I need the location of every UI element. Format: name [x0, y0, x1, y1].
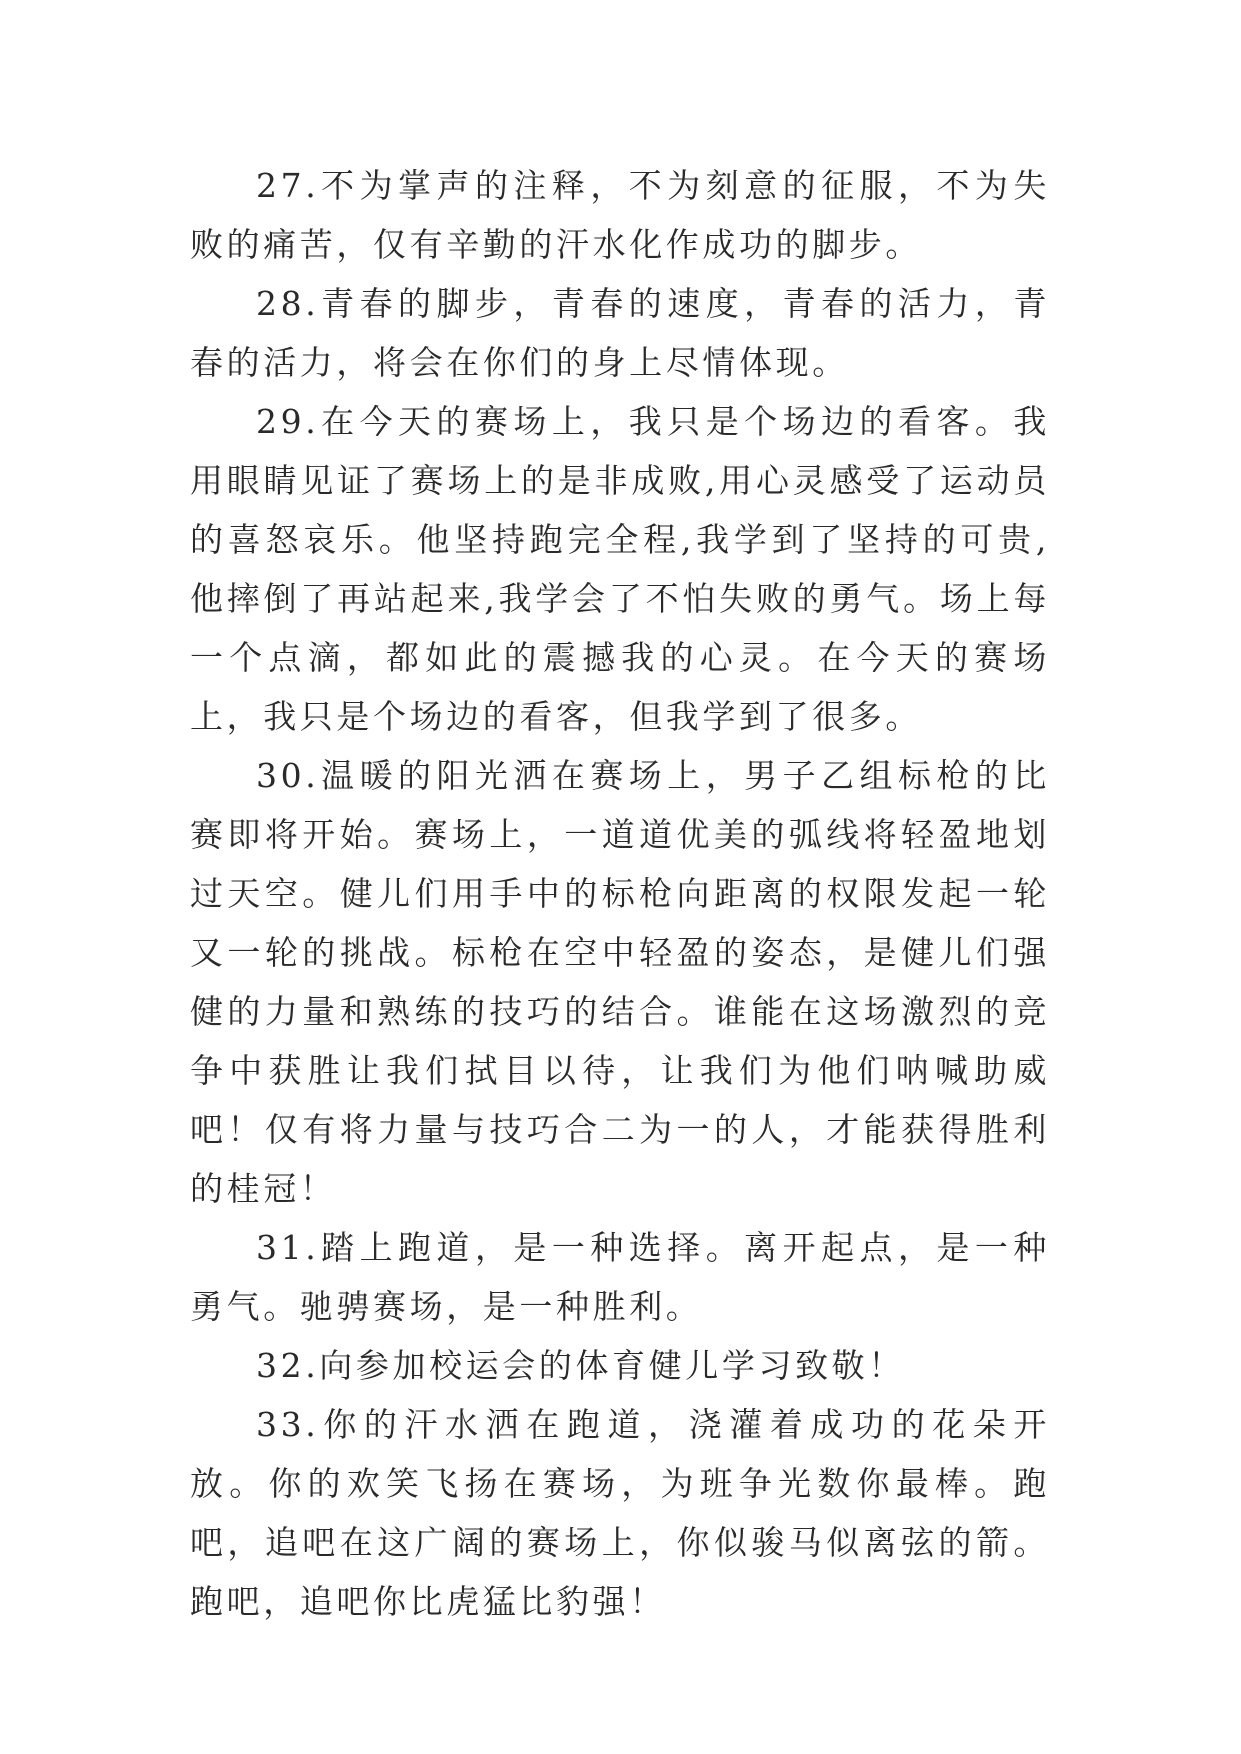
paragraph-33: 33.你的汗水洒在跑道，浇灌着成功的花朵开放。你的欢笑飞扬在赛场，为班争光数你最棒。跑吧，追吧在这广阔的赛场上，你似骏马似离弦的箭。跑吧，追吧你比虎猛比豹强！ [190, 1405, 1050, 1621]
paragraph-28: 28.青春的脚步，青春的速度，青春的活力，青春的活力，将会在你们的身上尽情体现。 [190, 284, 1050, 382]
paragraph-29: 29.在今天的赛场上，我只是个场边的看客。我用眼睛见证了赛场上的是非成败,用心灵感受了运动员的喜怒哀乐。他坚持跑完全程,我学到了坚持的可贵,他摔倒了再站起来,我学会了不怕失败的勇气。场上每一个点滴，都如此的震撼我的心灵。在今天的赛场上，我只是个场边的看客，但我学到了很多。 [190, 402, 1050, 736]
paragraph-30: 30.温暖的阳光洒在赛场上，男子乙组标枪的比赛即将开始。赛场上，一道道优美的弧线将轻盈地划过天空。健儿们用手中的标枪向距离的权限发起一轮又一轮的挑战。标枪在空中轻盈的姿态，是健儿们强健的力量和熟练的技巧的结合。谁能在这场激烈的竞争中获胜让我们拭目以待，让我们为他们呐喊助威吧！仅有将力量与技巧合二为一的人，才能获得胜利的桂冠！ [190, 756, 1050, 1208]
paragraph-31: 31.踏上跑道，是一种选择。离开起点，是一种勇气。驰骋赛场，是一种胜利。 [190, 1228, 1050, 1326]
paragraph-32: 32.向参加校运会的体育健儿学习致敬！ [256, 1346, 905, 1385]
paragraph-27: 27.不为掌声的注释，不为刻意的征服，不为失败的痛苦，仅有辛勤的汗水化作成功的脚步。 [190, 166, 1050, 264]
document-body [190, 156, 1050, 1631]
